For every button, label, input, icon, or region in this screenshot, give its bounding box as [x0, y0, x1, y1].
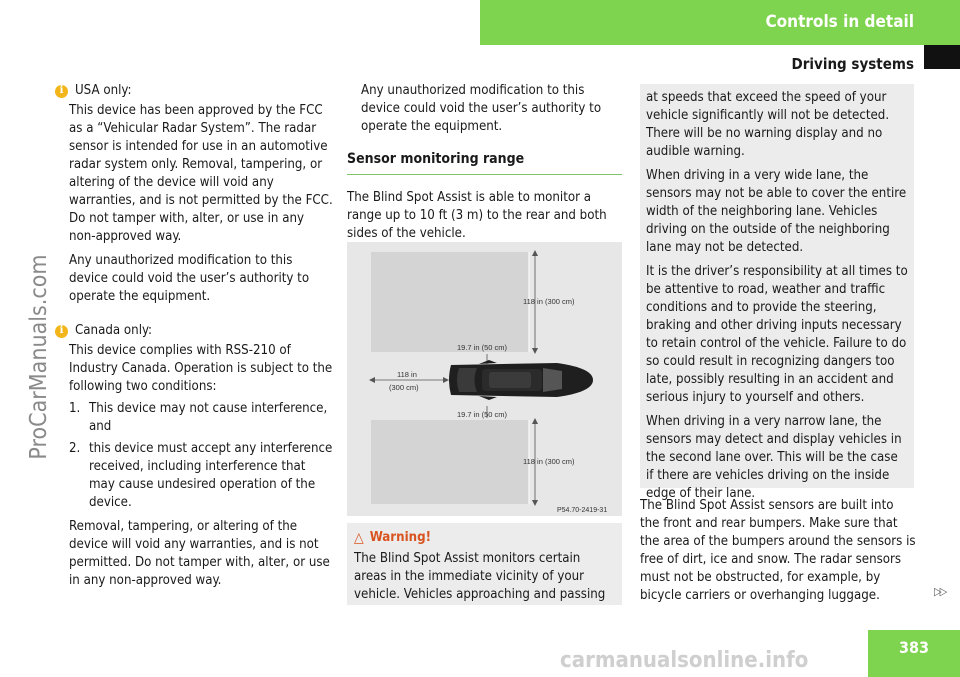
rear-range-label-2: (300 cm) — [389, 383, 419, 392]
sensors-paragraph: The Blind Spot Assist sensors are built into the front and rear bumpers. Make sure that the area of the bumpers around the sensors is free of dirt, ice and snow. The radar sensors must not be obstructed, for example, by bicycle carriers or overhanging luggage. — [640, 498, 916, 603]
warning-triangle-icon: △ — [354, 530, 364, 546]
warning-heading — [354, 529, 615, 547]
subsection-header: Driving systems — [791, 55, 914, 73]
list-item — [69, 440, 333, 512]
section-title: Sensor monitoring range — [347, 150, 622, 175]
canada-note-title: Canada only: — [75, 323, 153, 338]
lower-gap-label: 19.7 in (50 cm) — [457, 410, 508, 419]
column-1 — [55, 82, 333, 596]
footer-watermark: carmanualsonline.info — [560, 648, 809, 673]
list-item-number: 1. — [69, 401, 81, 416]
canada-paragraph-2: Removal, tampering, or altering of the device will void any warranties, and is not permitted. Do not tamper with, alter, or use in any non-approved way. — [69, 519, 330, 588]
conditions-list — [69, 400, 333, 512]
list-item-number: 2. — [69, 441, 81, 456]
sensor-range-illustration — [347, 242, 622, 516]
warning-paragraph: When driving in a very wide lane, the sensors may not be able to cover the entire width of the neighboring lane. Vehicles driving on the outside of the neighboring lane may not be detected. — [646, 168, 907, 255]
canada-paragraph-1: This device complies with RSS-210 of Industry Canada. Operation is subject to the following two conditions: — [69, 343, 333, 394]
upper-monitor-zone — [371, 252, 529, 352]
page-number: 383 — [868, 630, 960, 677]
list-item — [69, 400, 333, 436]
list-item-text: this device must accept any interference received, including interference that may cause undesired operation of the device. — [89, 441, 333, 510]
warning-paragraph: It is the driver’s responsibility at all times to be attentive to road, weather and traffic conditions and to provide the steering, braking and other driving inputs necessary to retain control of the vehicle. Failure to do so could result in recognizing dangers too late, possibly resulting in an accident and serious injury to yourself and others. — [646, 264, 908, 405]
warning-text: The Blind Spot Assist monitors certain areas in the immediate vicinity of your vehicle. Vehicles approaching and passing — [354, 551, 606, 602]
info-icon: i — [55, 325, 68, 338]
thumb-tab — [924, 45, 960, 69]
column-3-text — [640, 497, 916, 611]
usa-note-title: USA only: — [75, 83, 132, 98]
section-header: Controls in detail — [480, 0, 960, 45]
info-icon: i — [55, 85, 68, 98]
list-item-text: This device may not cause interference, and — [89, 401, 328, 434]
modification-paragraph: Any unauthorized modification to this device could void the user’s authority to operate the equipment. — [361, 83, 602, 134]
canada-note-heading — [55, 322, 333, 340]
upper-range-label: 118 in (300 cm) — [523, 297, 575, 306]
warning-paragraph: When driving in a very narrow lane, the sensors may detect and display vehicles in the second lane over. This will be the case if there are vehicles driving on the inside edge of their lane. — [646, 414, 902, 501]
range-paragraph: The Blind Spot Assist is able to monitor a range up to 10 ft (3 m) to the rear and both sides of the vehicle. — [347, 190, 607, 241]
lower-monitor-zone — [371, 420, 529, 504]
upper-gap-label: 19.7 in (50 cm) — [457, 343, 508, 352]
usa-paragraph-1: This device has been approved by the FCC as a “Vehicular Radar System”. The radar sensor is intended for use in an automotive radar system only. Removal, tampering, or altering of the device will void any warranties, and is not permitted by the FCC. Do not tamper with, alter, or use in any non-approved way. — [69, 103, 333, 244]
warning-paragraph: at speeds that exceed the speed of your vehicle significantly will not be detected. There will be no warning display and no audible warning. — [646, 90, 890, 159]
warning-title: Warning! — [369, 530, 432, 545]
figure-reference: P54.70-2419-31 — [557, 507, 608, 514]
continue-arrow-icon: ▷▷ — [934, 585, 946, 598]
lower-range-label: 118 in (300 cm) — [523, 457, 575, 466]
warning-box — [347, 523, 622, 605]
column-2 — [347, 82, 622, 249]
warning-continuation-box — [640, 84, 914, 501]
usa-note-heading — [55, 82, 333, 100]
usa-paragraph-2: Any unauthorized modification to this device could void the user’s authority to operate the equipment. — [69, 253, 310, 304]
side-watermark: ProCarManuals.com — [26, 254, 52, 460]
sensor-range-diagram — [347, 242, 622, 516]
rear-range-label-1: 118 in — [397, 370, 417, 379]
car-icon — [449, 360, 593, 400]
